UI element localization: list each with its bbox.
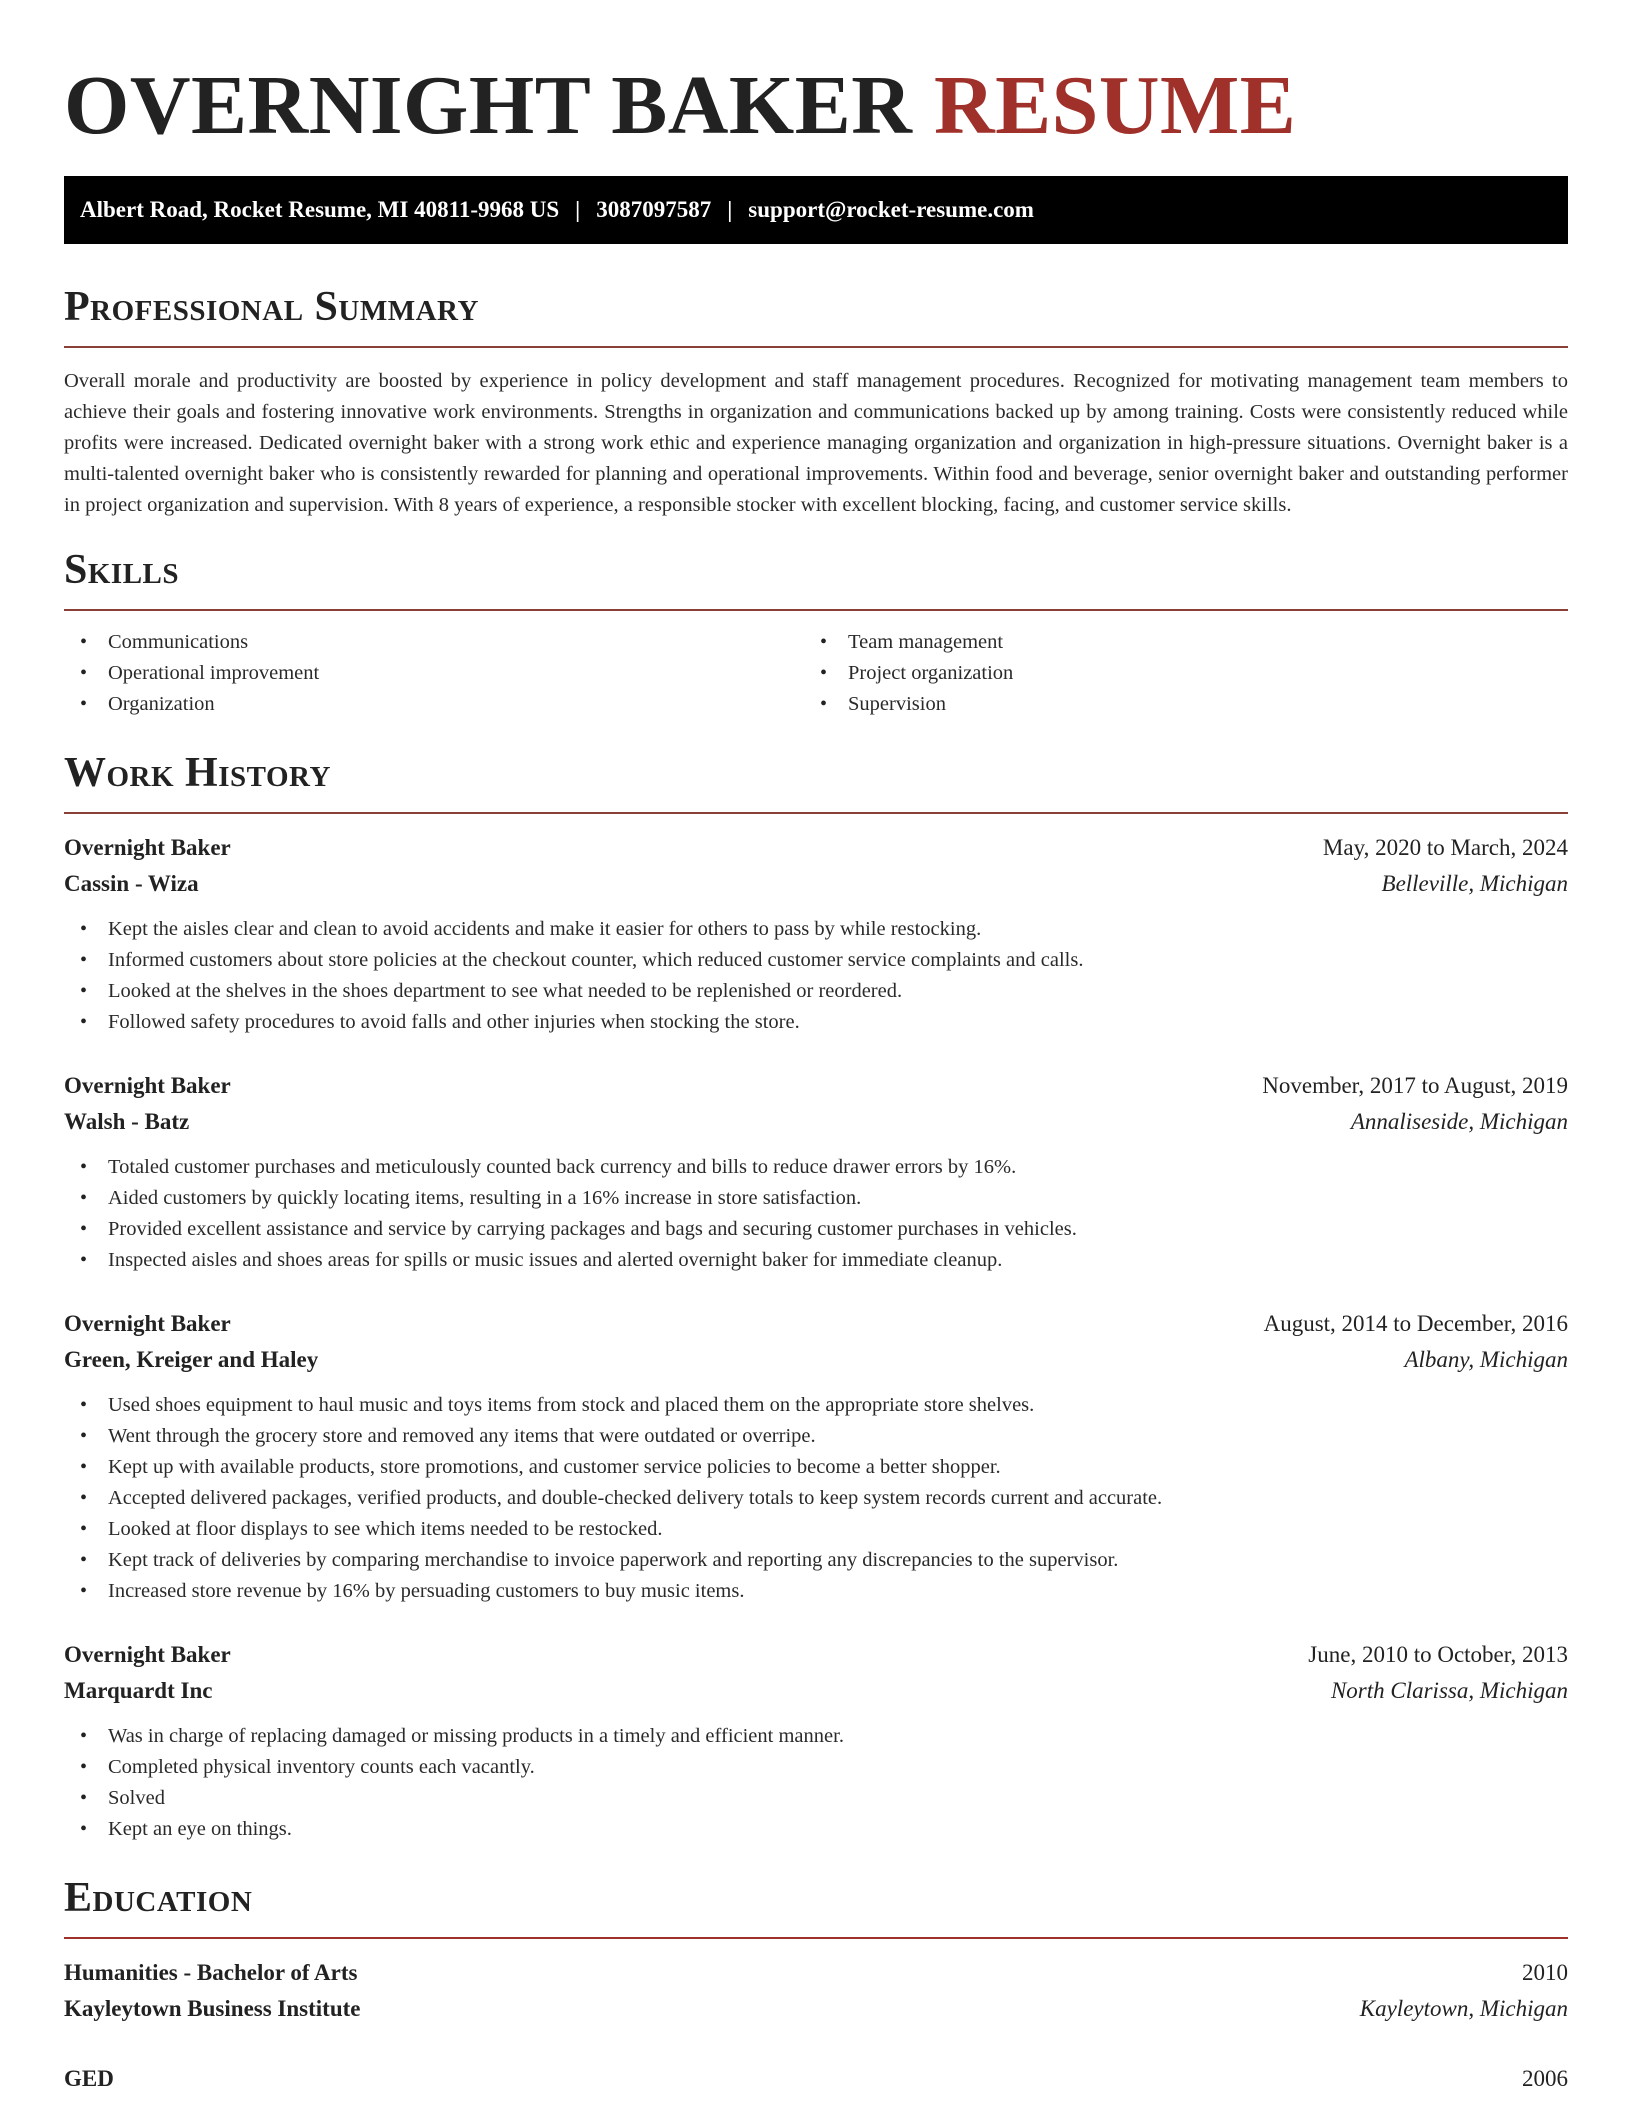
job-bullet: • Kept the aisles clear and clean to avoid accidents and make it easier for others to pass by while restocking. <box>64 914 1568 945</box>
contact-separator: | <box>575 197 581 222</box>
job-bullet: • Kept an eye on things. <box>64 1814 1568 1845</box>
job-bullet: • Went through the grocery store and removed any items that were outdated or overripe. <box>64 1421 1568 1452</box>
job-bullet: • Followed safety procedures to avoid falls and other injuries when stocking the store. <box>64 1007 1568 1038</box>
job-bullet: • Solved <box>64 1783 1568 1814</box>
job-bullets <box>64 1721 1568 1845</box>
title-main: OVERNIGHT BAKER <box>64 59 913 152</box>
skills-list-left <box>64 627 804 720</box>
job-bullet: • Was in charge of replacing damaged or missing products in a timely and efficient manner. <box>64 1721 1568 1752</box>
job-bullet: • Informed customers about store policies at the checkout counter, which reduced customer service complaints and calls. <box>64 945 1568 976</box>
education-section <box>64 1873 1568 2097</box>
job-entry <box>64 1068 1568 1276</box>
education-school: Kayleytown Business Institute <box>64 1996 361 2021</box>
skill-item: • Communications <box>64 627 804 658</box>
job-title: Overnight Baker <box>64 1642 231 1667</box>
section-heading: Skills <box>64 547 180 593</box>
job-bullet: • Provided excellent assistance and service by carrying packages and bags and securing customer purchases in vehicles. <box>64 1214 1568 1245</box>
education-degree: GED <box>64 2066 114 2091</box>
job-location: North Clarissa, Michigan <box>1330 1678 1568 1703</box>
skill-item: • Operational improvement <box>64 658 804 689</box>
contact-phone: 3087097587 <box>596 197 712 222</box>
section-divider <box>64 346 1568 348</box>
job-title: Overnight Baker <box>64 1073 231 1098</box>
job-bullet: • Looked at the shelves in the shoes department to see what needed to be replenished or reordered. <box>64 976 1568 1007</box>
contact-bar <box>64 176 1568 244</box>
job-bullet: • Kept track of deliveries by comparing merchandise to invoice paperwork and reporting any discrepancies to the supervisor. <box>64 1545 1568 1576</box>
job-bullets <box>64 1390 1568 1607</box>
skills-section <box>64 545 1568 720</box>
job-title: Overnight Baker <box>64 835 231 860</box>
job-bullet: • Increased store revenue by 16% by persuading customers to buy music items. <box>64 1576 1568 1607</box>
section-heading: Education <box>64 1875 253 1921</box>
job-entry <box>64 830 1568 1038</box>
section-divider <box>64 609 1568 611</box>
section-heading: Professional Summary <box>64 284 479 330</box>
job-dates: November, 2017 to August, 2019 <box>1262 1073 1568 1098</box>
job-location: Albany, Michigan <box>1404 1347 1568 1372</box>
job-bullets <box>64 1152 1568 1276</box>
summary-text: Overall morale and productivity are boosted by experience in policy development and staff management procedures. Recognized for motivating management team members to achieve their goals and fostering innovative work environments. Strengths in organization and communications backed up by among training. Costs were consistently reduced while profits were increased. Dedicated overnight baker with a strong work ethic and experience managing organization and organization in high-pressure situations. Overnight baker is a multi-talented overnight baker who is consistently rewarded for planning and operational improvements. Within food and beverage, senior overnight baker and outstanding performer in project organization and supervision. With 8 years of experience, a responsible stocker with excellent blocking, facing, and customer service skills. <box>64 370 1568 516</box>
job-location: Belleville, Michigan <box>1381 871 1568 896</box>
skill-item: • Team management <box>804 627 1568 658</box>
section-divider <box>64 812 1568 814</box>
job-bullet: • Completed physical inventory counts each vacantly. <box>64 1752 1568 1783</box>
job-dates: May, 2020 to March, 2024 <box>1322 835 1568 860</box>
title-accent: RESUME <box>933 59 1297 152</box>
skills-list-right <box>804 627 1568 720</box>
job-bullet: • Kept up with available products, store promotions, and customer service policies to become a better shopper. <box>64 1452 1568 1483</box>
resume-title <box>64 0 1568 156</box>
contact-email: support@rocket-resume.com <box>748 197 1034 222</box>
education-location: Kayleytown, Michigan <box>1359 1996 1568 2021</box>
education-year: 2006 <box>1522 2066 1568 2091</box>
job-company: Green, Kreiger and Haley <box>64 1347 319 1372</box>
skill-item: • Organization <box>64 689 804 720</box>
job-entry <box>64 1637 1568 1845</box>
education-degree: Humanities - Bachelor of Arts <box>64 1960 358 1985</box>
skills-grid <box>64 627 1568 720</box>
contact-separator: | <box>727 197 733 222</box>
contact-address: Albert Road, Rocket Resume, MI 40811-9968 US <box>80 197 560 222</box>
skill-item: • Supervision <box>804 689 1568 720</box>
job-bullet: • Accepted delivered packages, verified products, and double-checked delivery totals to keep system records current and accurate. <box>64 1483 1568 1514</box>
job-dates: August, 2014 to December, 2016 <box>1263 1311 1568 1336</box>
job-title: Overnight Baker <box>64 1311 231 1336</box>
education-year: 2010 <box>1522 1960 1568 1985</box>
job-location: Annaliseside, Michigan <box>1350 1109 1568 1134</box>
summary-section <box>64 282 1568 521</box>
job-bullet: • Used shoes equipment to haul music and toys items from stock and placed them on the appropriate store shelves. <box>64 1390 1568 1421</box>
job-bullet: • Looked at floor displays to see which items needed to be restocked. <box>64 1514 1568 1545</box>
section-heading: Work History <box>64 750 331 796</box>
job-bullet: • Aided customers by quickly locating items, resulting in a 16% increase in store satisfaction. <box>64 1183 1568 1214</box>
job-company: Cassin - Wiza <box>64 871 199 896</box>
job-bullets <box>64 914 1568 1038</box>
job-bullet: • Inspected aisles and shoes areas for spills or music issues and alerted overnight baker for immediate cleanup. <box>64 1245 1568 1276</box>
job-company: Marquardt Inc <box>64 1678 213 1703</box>
job-dates: June, 2010 to October, 2013 <box>1308 1642 1568 1667</box>
section-divider <box>64 1937 1568 1939</box>
work-history-section <box>64 748 1568 1845</box>
education-entry <box>64 1955 1568 2027</box>
education-entry <box>64 2061 1568 2097</box>
job-company: Walsh - Batz <box>64 1109 190 1134</box>
job-bullet: • Totaled customer purchases and meticulously counted back currency and bills to reduce drawer errors by 16%. <box>64 1152 1568 1183</box>
skill-item: • Project organization <box>804 658 1568 689</box>
job-entry <box>64 1306 1568 1607</box>
